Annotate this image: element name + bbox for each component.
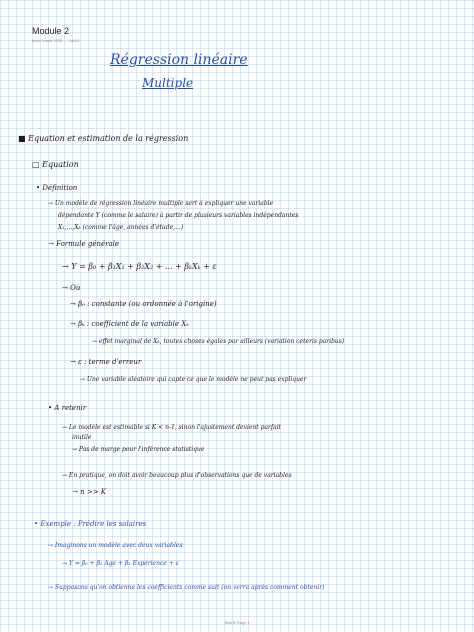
betak-definition: → βₖ : coefficient de la variable Xₖ [70,320,189,328]
subsection-heading: □ Equation [32,160,79,169]
page-date: jeudi 3 avril 2025 [32,38,63,43]
practice-line-1: → En pratique, on doit avoir beaucoup plus d'observations que de variables [62,472,292,479]
page-title: Module 2 [32,26,70,36]
definition-line-1: → Un modèle de régression linéaire multiple sert à expliquer une variable [48,200,274,207]
definition-line-2: dépendante Y (comme le salaire) à partir de plusieurs variables indépendantes [58,212,299,219]
notes-title: Régression linéaire [110,52,248,68]
section-heading: ■ Equation et estimation de la régression [18,134,189,143]
epsilon-definition: → ε : terme d'erreur [70,358,142,366]
notes-subtitle: Multiple [142,76,194,90]
page-time: 08:31 [69,38,80,43]
page-footer: Stat B Page 1 [224,620,250,625]
practice-line-2: → n >> K [72,488,107,496]
retain-heading: • A retenir [48,404,87,412]
retain-line-3: → Pas de marge pour l'inférence statistique [72,446,205,453]
example-heading: • Exemple : Prédire les salaires [34,520,147,528]
formula-line: → Y = β₀ + β₁X₁ + β₂X₂ + ... + βₖXₖ + ε [62,262,217,271]
retain-line-1: → Le modèle est estimable si K < n-1, sinon l'ajustement devient parfait [62,424,282,431]
epsilon-description: → Une variable aléatoire qui capte ce que le modèle ne peut pas expliquer [80,376,307,383]
example-formula: → Y = β₀ + β₁ Age + β₂ Expérience + ε [62,560,179,567]
beta0-definition: → β₀ : constante (ou ordonnée à l'origine) [70,300,217,308]
retain-line-2: inutile [72,434,92,441]
example-line-1: → Imaginons un modèle avec deux variables [48,542,183,549]
definition-heading: • Définition [36,184,78,192]
example-line-2: → Supposons qu'on obtienne les coefficients comme suit (on verra après comment obtenir) [48,584,325,591]
page-header [32,26,85,43]
betak-effect: → effet marginal de Xₖ, toutes choses égales par ailleurs (variation ceteris paribus) [92,338,345,345]
definition-line-3: X₁,...,Xₖ (comme l'âge, années d'étude,...) [58,224,184,231]
formula-heading: → Formule générale [48,240,120,248]
where-label: → Où [62,284,81,292]
page-meta [32,38,85,43]
